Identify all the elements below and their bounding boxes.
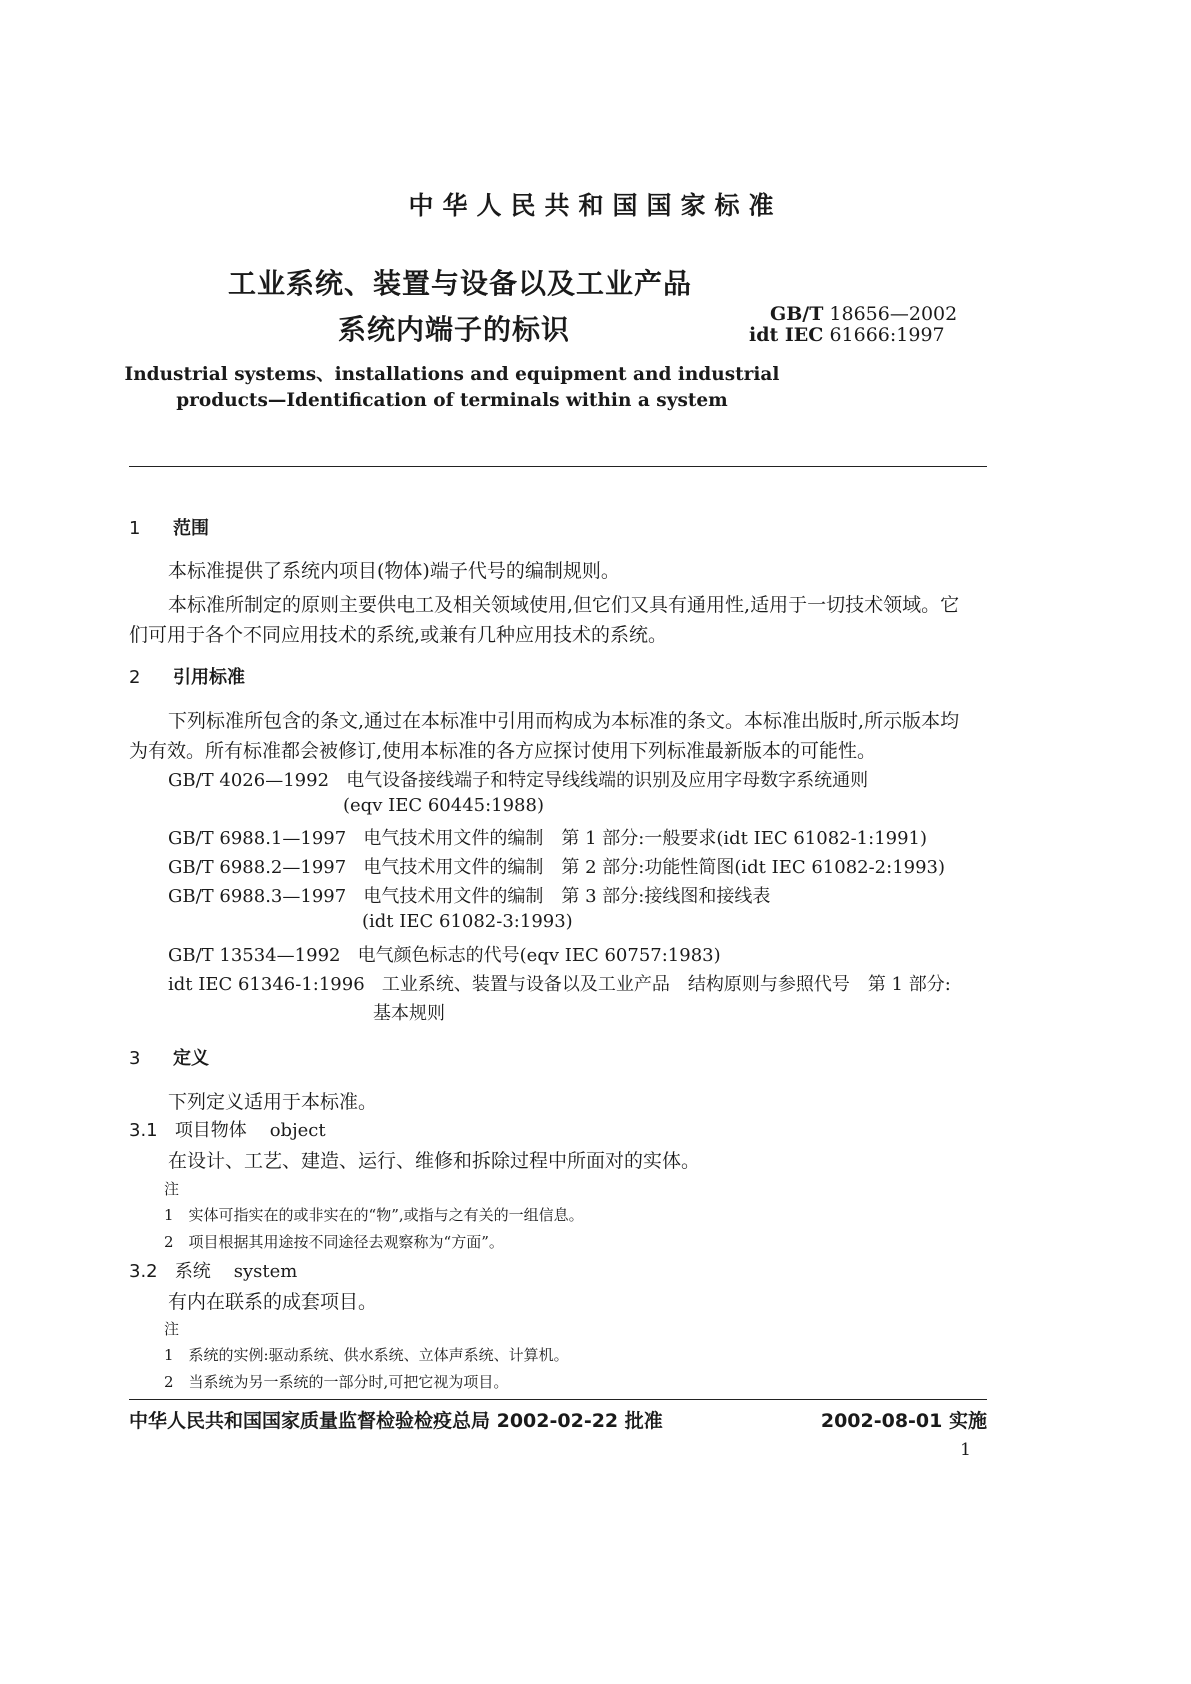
- national-standard-heading: 中华人民共和国国家标准: [408, 191, 783, 220]
- definition-number: 3.1: [129, 1120, 158, 1141]
- section-1-number: 1: [129, 518, 141, 539]
- footer-divider: [129, 1399, 987, 1400]
- note-item: 1 系统的实例:驱动系统、供水系统、立体声系统、计算机。: [164, 1346, 569, 1364]
- definition-term: 系统: [174, 1261, 211, 1282]
- definition-term-en: object: [269, 1120, 326, 1141]
- s2-paragraph-line1: 下列标准所包含的条文,通过在本标准中引用而构成为本标准的条文。本标准出版时,所示版本均: [168, 710, 960, 732]
- title-cn-line2: 系统内端子的标识: [338, 313, 571, 346]
- implementation-date: 2002-08-01 实施: [820, 1410, 987, 1432]
- section-2-title: 引用标准: [173, 667, 245, 688]
- definition-3-2-heading: [129, 1257, 297, 1283]
- reference-title: 电气技术用文件的编制 第 3 部分:接线图和接线表: [363, 886, 771, 907]
- reference-code: idt IEC 61346-1:1996: [168, 974, 365, 995]
- definition-term-en: system: [233, 1261, 298, 1282]
- reference-item: [168, 882, 770, 908]
- reference-item: [168, 766, 868, 792]
- s3-intro: 下列定义适用于本标准。: [168, 1091, 378, 1113]
- note-item: 2 项目根据其用途按不同途径去观察称为“方面”。: [164, 1233, 504, 1251]
- s1-paragraph-2-line2: 们可用于各个不同应用技术的系统,或兼有几种应用技术的系统。: [129, 624, 668, 646]
- reference-title: 工业系统、装置与设备以及工业产品 结构原则与参照代号 第 1 部分:: [381, 974, 951, 995]
- reference-continuation: 基本规则: [373, 1003, 445, 1024]
- reference-item: [168, 853, 945, 879]
- note-label: 注: [164, 1180, 180, 1198]
- definition-3-1-heading: [129, 1116, 326, 1142]
- section-1-title: 范围: [173, 518, 209, 539]
- reference-code: GB/T 4026—1992: [168, 770, 330, 791]
- code-number: 18656—2002: [829, 303, 958, 325]
- reference-continuation: (idt IEC 61082-3:1993): [362, 911, 573, 932]
- reference-code: GB/T 13534—1992: [168, 945, 341, 966]
- title-en-line1: Industrial systems、installations and equipment and industrial: [124, 364, 780, 385]
- definition-3-1-text: 在设计、工艺、建造、运行、维修和拆除过程中所面对的实体。: [168, 1150, 701, 1172]
- definition-term: 项目物体: [174, 1120, 247, 1141]
- s2-paragraph-line2: 为有效。所有标准都会被修订,使用本标准的各方应探讨使用下列标准最新版本的可能性。: [129, 740, 877, 762]
- note-label: 注: [164, 1320, 180, 1338]
- reference-item: [168, 824, 927, 850]
- section-1-heading: [129, 514, 209, 540]
- reference-item: [168, 970, 951, 996]
- section-2-heading: [129, 663, 245, 689]
- reference-code: GB/T 6988.3—1997: [168, 886, 347, 907]
- title-cn-line1: 工业系统、装置与设备以及工业产品: [228, 267, 693, 300]
- reference-code: GB/T 6988.2—1997: [168, 857, 347, 878]
- reference-item: [168, 941, 721, 967]
- reference-continuation: (eqv IEC 60445:1988): [343, 795, 544, 816]
- title-en-line2: products—Identification of terminals within a system: [176, 390, 728, 411]
- definition-3-2-text: 有内在联系的成套项目。: [168, 1291, 378, 1313]
- s1-paragraph-2-line1: 本标准所制定的原则主要供电工及相关领域使用,但它们又具有通用性,适用于一切技术领域。它: [168, 594, 960, 616]
- idt-code: [749, 324, 945, 346]
- reference-title: 电气技术用文件的编制 第 1 部分:一般要求(idt IEC 61082-1:1991): [363, 828, 928, 849]
- idt-number: 61666:1997: [829, 324, 945, 346]
- definition-number: 3.2: [129, 1261, 158, 1282]
- reference-title: 电气颜色标志的代号(eqv IEC 60757:1983): [357, 945, 721, 966]
- section-3-title: 定义: [173, 1048, 209, 1069]
- note-item: 2 当系统为另一系统的一部分时,可把它视为项目。: [164, 1373, 509, 1391]
- section-2-number: 2: [129, 667, 141, 688]
- page-number: 1: [960, 1440, 971, 1460]
- approval-line: 中华人民共和国国家质量监督检验检疫总局 2002-02-22 批准: [129, 1410, 663, 1432]
- reference-title: 电气设备接线端子和特定导线线端的识别及应用字母数字系统通则: [346, 770, 869, 791]
- idt-prefix: idt IEC: [749, 324, 824, 346]
- header-divider: [129, 466, 987, 467]
- reference-code: GB/T 6988.1—1997: [168, 828, 347, 849]
- note-item: 1 实体可指实在的或非实在的“物”,或指与之有关的一组信息。: [164, 1206, 584, 1224]
- s1-paragraph-1: 本标准提供了系统内项目(物体)端子代号的编制规则。: [168, 560, 620, 582]
- code-prefix: GB/T: [770, 303, 824, 325]
- section-3-heading: [129, 1044, 209, 1070]
- reference-title: 电气技术用文件的编制 第 2 部分:功能性简图(idt IEC 61082-2:1993): [363, 857, 946, 878]
- section-3-number: 3: [129, 1048, 141, 1069]
- standard-code: [770, 303, 957, 325]
